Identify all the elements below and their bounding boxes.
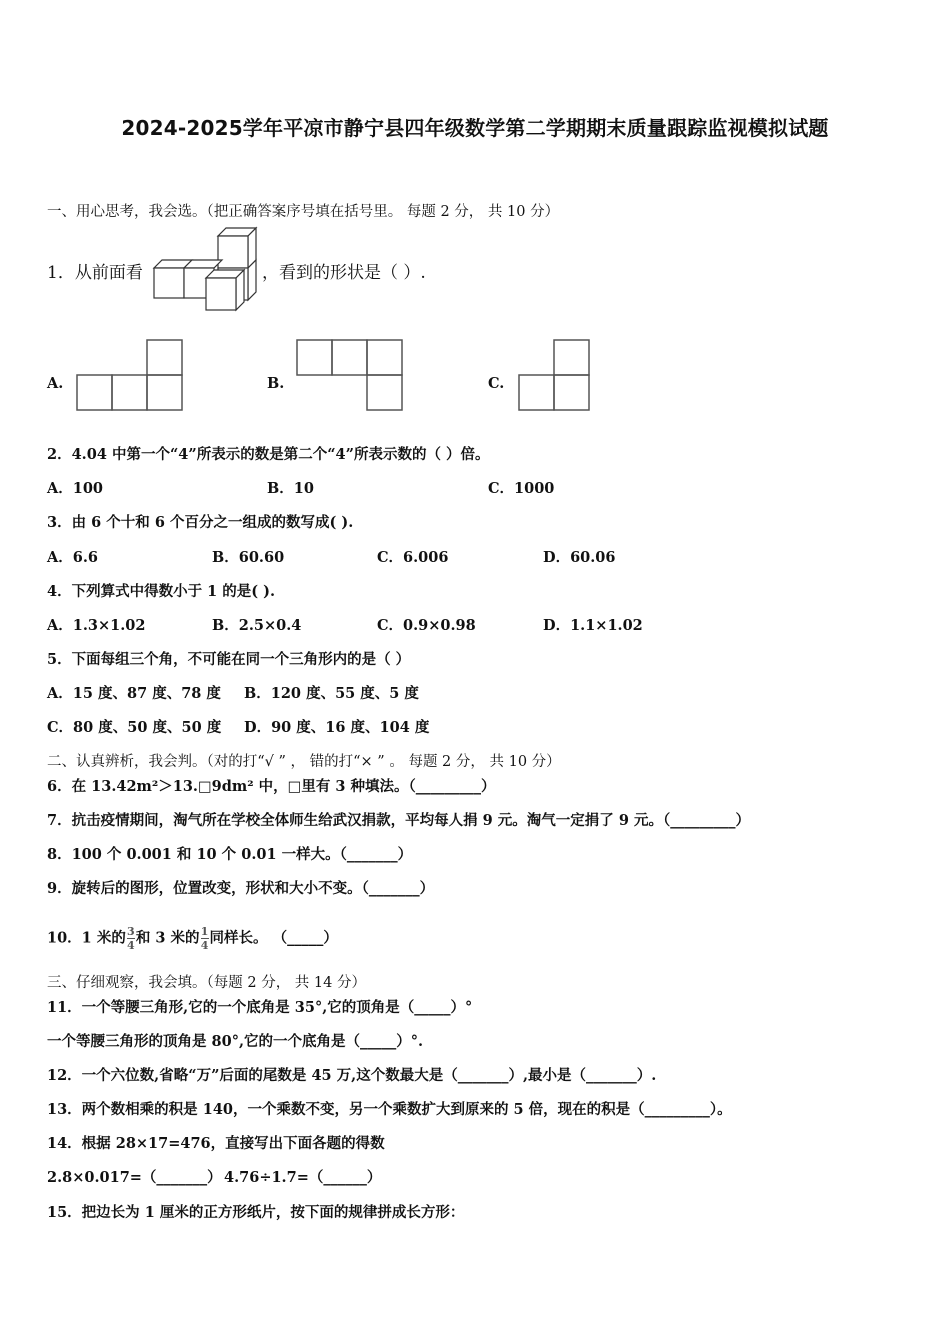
q4-option-d[interactable]: D．1.1×1.02 — [543, 617, 643, 634]
q12-text: 12．一个六位数,省略“万”后面的尾数是 45 万,这个数最大是（_______）,最小是（_______）. — [47, 1067, 657, 1084]
q1-option-c-shape — [518, 339, 592, 411]
q3-option-c[interactable]: C．6.006 — [377, 549, 449, 566]
q10-part-3: 同样长。 （_____） — [209, 929, 338, 947]
q10-part-1: 10．1 米的 — [47, 929, 126, 947]
q8-text: 8．100 个 0.001 和 10 个 0.01 一样大。（_______） — [47, 846, 413, 863]
q10-fraction-2 — [201, 926, 209, 951]
q15-text: 15．把边长为 1 厘米的正方形纸片，按下面的规律拼成长方形： — [47, 1204, 465, 1221]
q3-text: 3．由 6 个十和 6 个百分之一组成的数写成( ). — [47, 514, 354, 531]
q1-option-a-shape — [76, 339, 184, 411]
q4-option-c[interactable]: C．0.9×0.98 — [377, 617, 476, 634]
q5-option-b[interactable]: B．120 度、55 度、5 度 — [244, 685, 419, 702]
q2-text: 2．4.04 中第一个“4”所表示的数是第二个“4”所表示数的（ ）倍。 — [47, 446, 490, 463]
q4-option-b[interactable]: B．2.5×0.4 — [212, 617, 302, 634]
q1-option-b-shape — [296, 339, 404, 411]
q9-text: 9．旋转后的图形，位置改变，形状和大小不变。（_______） — [47, 880, 435, 897]
fraction-denominator: 4 — [200, 939, 209, 952]
q1-option-a[interactable]: A. — [47, 375, 64, 392]
q5-text: 5．下面每组三个角，不可能在同一个三角形内的是（ ） — [47, 651, 411, 668]
q7-text: 7．抗击疫情期间，淘气所在学校全体师生给武汉捐款，平均每人捐 9 元。淘气一定捐了 9 元。（_________） — [47, 812, 750, 829]
q1-cube-figure — [152, 228, 262, 310]
q5-option-a[interactable]: A．15 度、87 度、78 度 — [47, 685, 221, 702]
q1-prefix: 1．从前面看 — [47, 263, 143, 283]
q2-option-a[interactable]: A．100 — [47, 480, 104, 497]
q11b-text: 一个等腰三角形的顶角是 80°,它的一个底角是（_____）°. — [47, 1033, 424, 1050]
q5-option-c[interactable]: C．80 度、50 度、50 度 — [47, 719, 222, 736]
q14-part-a: 2.8×0.017=（_______） — [47, 1169, 222, 1186]
q4-text: 4．下列算式中得数小于 1 的是( ). — [47, 583, 276, 600]
section-2-heading: 二、认真辨析，我会判。（对的打“√ ” ， 错的打“× ” 。 每题 2 分， 共 10 分） — [47, 754, 561, 770]
fraction-numerator: 1 — [200, 925, 209, 938]
q1-option-b[interactable]: B. — [267, 375, 285, 392]
q13-text: 13．两个数相乘的积是 140，一个乘数不变，另一个乘数扩大到原来的 5 倍，现在的积是（_________）。 — [47, 1101, 732, 1118]
fraction-denominator: 4 — [127, 939, 135, 952]
q6-text: 6．在 13.42m²＞13.□9dm² 中，□里有 3 种填法。（_________） — [47, 778, 496, 795]
q1-suffix: ，看到的形状是（ ）. — [262, 263, 426, 283]
q3-option-a[interactable]: A．6.6 — [47, 549, 98, 566]
q2-option-b[interactable]: B．10 — [267, 480, 314, 497]
q3-option-d[interactable]: D．60.06 — [543, 549, 616, 566]
q10-line — [47, 926, 338, 951]
q14-part-b: 4.76÷1.7=（______） — [224, 1169, 382, 1186]
q10-part-2: 和 3 米的 — [135, 929, 200, 947]
section-1-heading: 一、用心思考，我会选。（把正确答案序号填在括号里。 每题 2 分， 共 10 分） — [47, 204, 560, 220]
q2-option-c[interactable]: C．1000 — [488, 480, 555, 497]
q5-option-d[interactable]: D．90 度、16 度、104 度 — [244, 719, 430, 736]
fraction-numerator: 3 — [127, 925, 135, 938]
q3-option-b[interactable]: B．60.60 — [212, 549, 285, 566]
q14-text: 14．根据 28×17=476，直接写出下面各题的得数 — [47, 1135, 385, 1152]
page-title: 2024-2025学年平凉市静宁县四年级数学第二学期期末质量跟踪监视模拟试题 — [121, 116, 829, 140]
q10-fraction-1 — [127, 926, 135, 951]
q1-option-c[interactable]: C. — [488, 375, 505, 392]
q4-option-a[interactable]: A．1.3×1.02 — [47, 617, 146, 634]
q11a-text: 11．一个等腰三角形,它的一个底角是 35°,它的顶角是（_____）° — [47, 999, 473, 1016]
section-3-heading: 三、仔细观察，我会填。（每题 2 分， 共 14 分） — [47, 975, 366, 991]
